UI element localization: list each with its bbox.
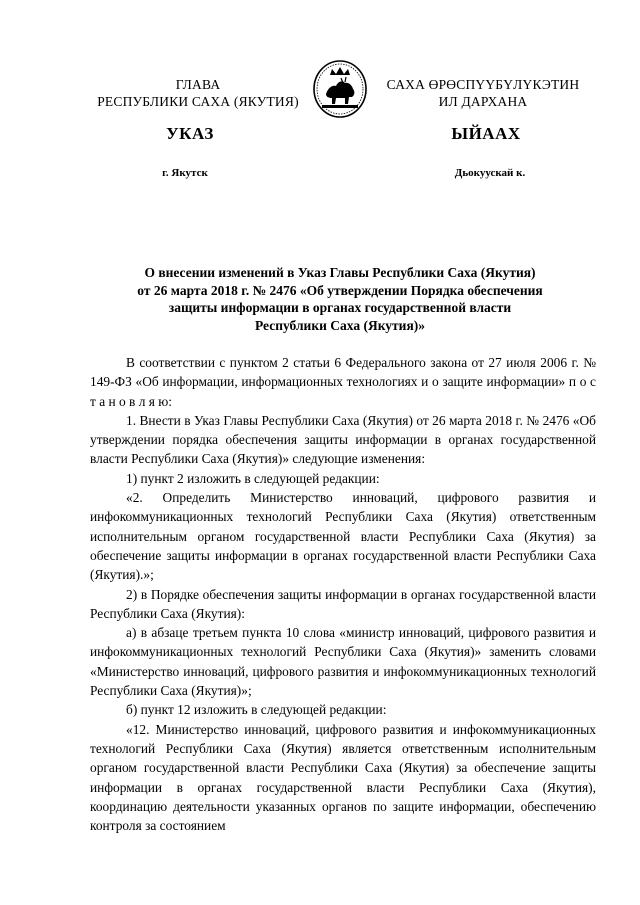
doc-type-russian: УКАЗ: [166, 124, 214, 143]
header-left: [78, 76, 318, 110]
place-russian: г. Якутск: [162, 167, 208, 179]
coat-of-arms-icon: [312, 58, 368, 118]
header-left-line2: РЕСПУБЛИКИ САХА (ЯКУТИЯ): [97, 94, 299, 109]
paragraph-quote-2: «2. Определить Министерство инноваций, цифрового развития и инфокоммуникационных технологий Республики Саха (Якутия) ответственным исполнительным органом государственной власти Республики Саха (Якутия) за обеспечение защиты информации в органах государственной власти Республики Саха (Якутия).»;: [90, 490, 596, 583]
paragraph-quote-12: «12. Министерство инноваций, цифрового развития и инфокоммуникационных технологий Республики Саха (Якутия) является ответственным исполнительным органом государственной власти Республики Саха (Якутия) за обеспечение защиты информации в органах государственной власти Республики Саха (Якутия), координацию деятельности указанных органов по защите информации, обеспечению контроля за состоянием: [90, 721, 596, 834]
header-right: [378, 76, 588, 110]
document-body: [90, 353, 596, 835]
title-line4: Республики Саха (Якутия)»: [254, 317, 425, 333]
paragraph-preamble: В соответствии с пунктом 2 статьи 6 Федерального закона от 27 июля 2006 г. № 149-ФЗ «Об информации, информационных технологиях и о защите информации» п о с т а н о в л я ю:: [90, 355, 596, 409]
paragraph-subitem-1: 1) пункт 2 изложить в следующей редакции:: [126, 470, 380, 486]
title-line1: О внесении изменений в Указ Главы Республики Саха (Якутия): [144, 265, 536, 280]
title-line3: защиты информации в органах государственной власти: [168, 300, 512, 315]
header-right-line2: ИЛ ДАРХАНА: [438, 94, 528, 109]
doc-type-yakut: ЫЙААХ: [451, 124, 521, 143]
paragraph-item-1: 1. Внести в Указ Главы Республики Саха (Якутия) от 26 марта 2018 г. № 2476 «Об утверждении порядка обеспечения защиты информации в органах государственной власти Республики Саха (Якутия)» следующие изменения:: [90, 412, 596, 467]
paragraph-subitem-2: 2) в Порядке обеспечения защиты информации в органах государственной власти Республики Саха (Якутия):: [90, 586, 596, 621]
paragraph-subitem-b: б) пункт 12 изложить в следующей редакции:: [126, 702, 387, 718]
header-right-line1: САХА ӨРӨСПҮҮБҮЛҮКЭТИН: [386, 77, 580, 92]
document-title: [90, 264, 590, 334]
title-line2: от 26 марта 2018 г. № 2476 «Об утверждении Порядка обеспечения: [137, 282, 543, 298]
header-left-line1: ГЛАВА: [175, 77, 221, 92]
paragraph-subitem-a: а) в абзаце третьем пункта 10 слова «министр инноваций, цифрового развития и инфокоммуникационных технологий Республики Саха (Якутия)» заменить словами «Министерство инноваций, цифрового развития и инфокоммуникационных технологий Республики Саха (Якутия)»;: [90, 625, 596, 699]
place-yakut: Дьокуускай к.: [454, 167, 526, 179]
